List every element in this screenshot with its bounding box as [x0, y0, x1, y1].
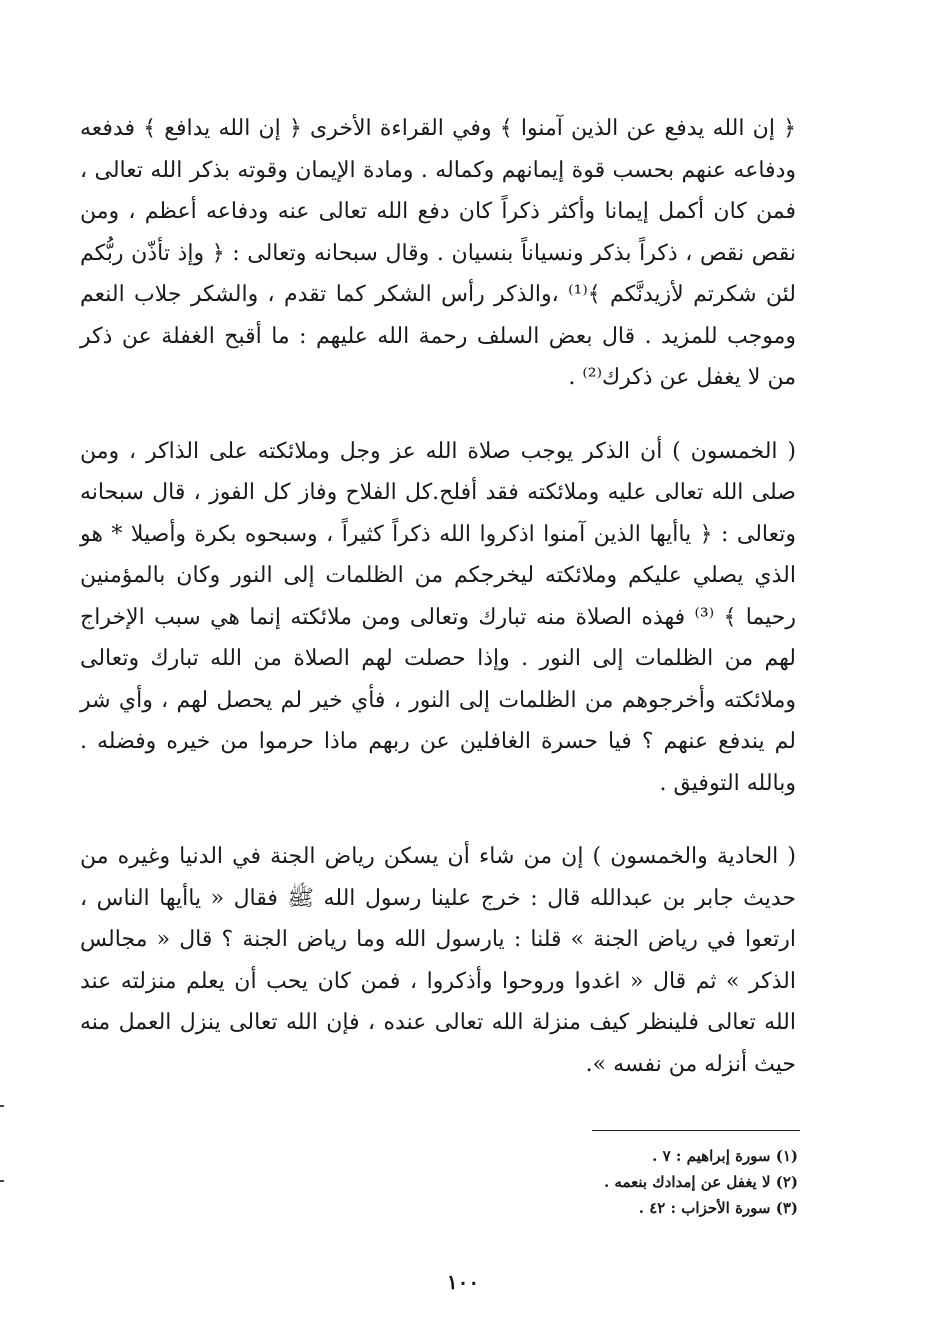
page-body: [80, 108, 796, 1085]
footnote-separator: [592, 1130, 800, 1131]
footnotes: [498, 1130, 798, 1221]
paragraph-fifty-first-benefit: ( الحادية والخمسون ) إن من شاء أن يسكن رياض الجنة في الدنيا وغيره من حديث جابر بن عبدالله قال : خرج علينا رسول الله ﷺ فقال « ياأيها الناس ، ارتعوا في رياض الجنة » قلنا : يارسول الله وما رياض الجنة ؟ قال « مجالس الذكر » ثم قال « اغدوا وروحوا وأذكروا ، فمن كان يحب أن يعلم منزلته عند الله تعالى فلينظر كيف منزلة الله تعالى عنده ، فإن الله تعالى ينزل العمل منه حيث أنزله من نفسه ».: [80, 844, 796, 1077]
footnote-2: (٢) لا يغفل عن إمدادك بنعمه .: [603, 1173, 798, 1191]
scan-edge-mark: [0, 1180, 4, 1182]
scan-edge-mark: [0, 1105, 4, 1107]
footnote-3: (٣) سورة الأحزاب : ٤٢ .: [638, 1199, 798, 1217]
paragraph-fiftieth-benefit: ( الخمسون ) أن الذكر يوجب صلاة الله عز وجل وملائكته على الذاكر ، ومن صلى الله تعالى عليه وملائكته فقد أفلح.كل الفلاح وفاز كل الفوز ، قال سبحانه وتعالى : ﴿ ياأيها الذين آمنوا اذكروا الله ذكراً كثيراً ، وسبحوه بكرة وأصيلا * هو الذي يصلي عليكم وملائكته ليخرجكم من الظلمات إلى النور وكان بالمؤمنين رحيما ﴾ ⁽³⁾ فهذه الصلاة منه تبارك وتعالى ومن ملائكته إنما هي سبب الإخراج لهم من الظلمات إلى النور . وإذا حصلت لهم الصلاة من الله تبارك وتعالى وملائكته وأخرجوهم من الظلمات إلى النور ، فأي خير لم يحصل لهم ، وأي شر لم يندفع عنهم ؟ فيا حسرة الغافلين عن ربهم ماذا حرموا من خيره وفضله . وبالله التوفيق .: [80, 438, 796, 796]
paragraph-dhikr-defense: ﴿ إن الله يدفع عن الذين آمنوا ﴾ وفي القراءة الأخرى ﴿ إن الله يدافع ﴾ فدفعه ودفاعه عنهم بحسب قوة إيمانهم وكماله . ومادة الإيمان وقوته بذكر الله تعالى ، فمن كان أكمل إيمانا وأكثر ذكراً كان دفع الله تعالى عنه ودفاعه أعظم ، ومن نقص نقص ، ذكراً بذكر ونسياناً بنسيان . وقال سبحانه وتعالى : ﴿ وإذ تأذّن ربُّكم لئن شكرتم لأزيدنَّكم ﴾⁽¹⁾ ،والذكر رأس الشكر كما تقدم ، والشكر جلاب النعم وموجب للمزيد . قال بعض السلف رحمة الله عليهم : ما أقبح الغفلة عن ذكر من لا يغفل عن ذكرك⁽²⁾ .: [80, 116, 797, 390]
footnote-1: (١) سورة إبراهيم : ٧ .: [652, 1147, 798, 1165]
page-number: ١٠٠: [446, 1270, 480, 1294]
